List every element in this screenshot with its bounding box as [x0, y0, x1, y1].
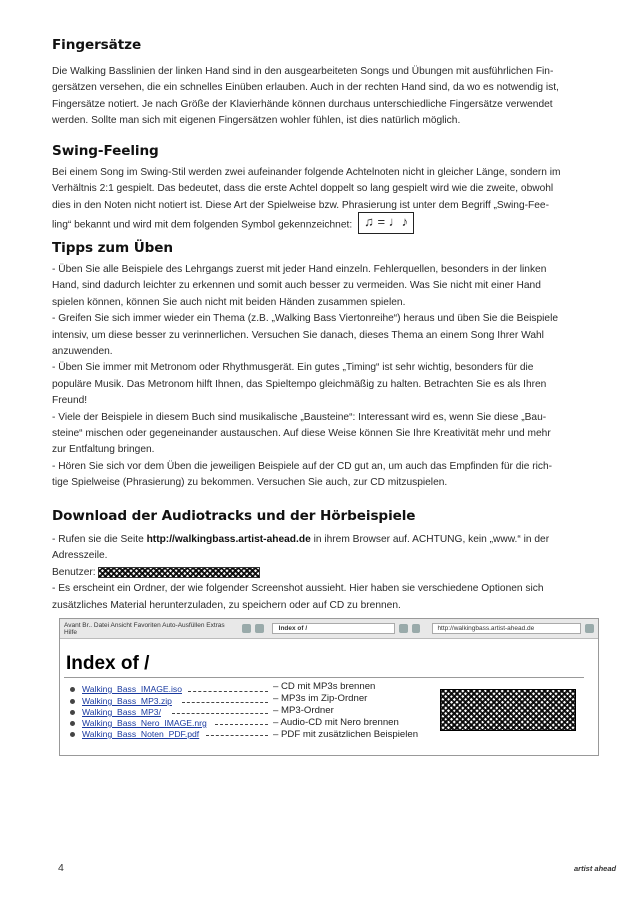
page-number: 4: [58, 862, 64, 874]
connector-line: [215, 724, 268, 725]
paragraph-line: dies in den Noten nicht notiert ist. Diese Art der Spielweise bzw. Phrasierung ist unter dem Begriff „Swing-Fee-: [52, 199, 549, 211]
file-description: – PDF mit zusätzlichen Beispielen: [273, 729, 419, 740]
swing-symbol-icon: ♫ = ♩♪: [358, 212, 414, 234]
paragraph-line: - Es erscheint ein Ordner, der wie folgender Screenshot aussieht. Hier haben sie verschiedene Optionen sich: [52, 583, 544, 595]
go-icon[interactable]: [585, 624, 594, 633]
nav-back-icon[interactable]: [242, 624, 251, 633]
connector-line: [206, 735, 268, 736]
browser-toolbar: [60, 619, 598, 639]
paragraph-line: Adresszeile.: [52, 550, 108, 562]
user-label: Benutzer:: [52, 566, 96, 578]
section-fingersaetze: [52, 37, 600, 130]
browser-menu[interactable]: Avant Br.. Datei Ansicht Favoriten Auto-Ausfüllen Extras Hilfe: [64, 621, 225, 636]
paragraph-line: anzuwenden.: [52, 346, 113, 358]
paragraph-line: - Üben Sie alle Beispiele des Lehrgangs zuerst mit jeder Hand einzeln. Fehlerquellen, besonders in der linken: [52, 264, 547, 275]
stop-icon[interactable]: [399, 624, 408, 633]
paragraph-line: Fingersätze notiert. Je nach Größe der Klavierhände können durchaus unterschiedliche Fingersätze verwendet: [52, 98, 553, 110]
file-link[interactable]: Walking_Bass_IMAGE.iso: [82, 684, 182, 694]
text-fragment: in ihrem Browser auf. ACHTUNG, kein „www.“ in der: [310, 534, 550, 545]
browser-screenshot: [59, 618, 599, 756]
paragraph-line: gersätzen versehen, die ein schnelles Einüben erlauben. Auch in der rechten Hand sind, da wo es notwendig ist,: [52, 82, 559, 94]
file-link[interactable]: Walking_Bass_MP3.zip: [82, 696, 172, 706]
paragraph-line: [52, 565, 600, 581]
paragraph-line: Hand, sind dadurch leichter zu erkennen und somit auch besser zu vermeiden. Was Sie nicht mit einer Hand: [52, 280, 541, 292]
file-description: – CD mit MP3s brennen: [273, 681, 376, 692]
address-bar[interactable]: http://walkingbass.artist-ahead.de: [432, 623, 581, 634]
file-description: – MP3s im Zip-Ordner: [273, 693, 368, 704]
file-link[interactable]: Walking_Bass_MP3/: [82, 707, 161, 717]
index-heading: Index of /: [66, 653, 150, 674]
paragraph-line: - Üben Sie immer mit Metronom oder Rhythmusgerät. Ein gutes „Timing“ ist sehr wichtig, besonders für die: [52, 362, 534, 374]
paragraph-line: - Hören Sie sich vor dem Üben die jeweiligen Beispiele auf der CD gut an, um auch das Empfinden für die rich-: [52, 460, 553, 472]
paragraph-line: werden. Sollte man sich mit eigenen Fingersätzen wohler fühlen, ist dies natürlich möglich.: [52, 115, 461, 127]
paragraph-line: intensiv, um diese besser zu verinnerlichen. Versuchen Sie danach, dieses Thema an einem Song Ihrer Wahl: [52, 329, 544, 341]
divider: [64, 677, 584, 678]
file-link[interactable]: Walking_Bass_Noten_PDF.pdf: [82, 729, 200, 739]
paragraph-line: zusätzliches Material herunterzuladen, zu speichern oder auf CD zu brennen.: [52, 599, 401, 611]
section-title: Swing-Feeling: [52, 143, 159, 159]
file-link[interactable]: Walking_Bass_Nero_IMAGE.nrg: [82, 718, 207, 728]
paragraph-line: zur Entfaltung bringen.: [52, 444, 155, 456]
text-fragment: - Rufen sie die Seite: [52, 534, 147, 545]
section-title: Tipps zum Üben: [52, 240, 173, 256]
paragraph-line: Freund!: [52, 395, 88, 407]
paragraph-line: - Greifen Sie sich immer wieder ein Thema (z.B. „Walking Bass Viertonreihe“) heraus und üben Sie die Beispiele: [52, 313, 559, 325]
connector-line: [172, 713, 268, 714]
connector-line: [182, 702, 268, 703]
section-swing-feeling: [52, 143, 600, 236]
section-tipps: [52, 240, 600, 492]
paragraph-line: [52, 214, 600, 236]
section-title: Fingersätze: [52, 37, 142, 53]
brand-logo: artist ahead: [574, 864, 617, 873]
paragraph-line: steine“ mischen oder gegeneinander austauschen. Auf diese Weise können Sie Ihre Kreativität mehr und mehr: [52, 428, 551, 440]
section-title: Download der Audiotracks und der Hörbeispiele: [52, 508, 416, 524]
paragraph-line: Bei einem Song im Swing-Stil werden zwei aufeinander folgende Achtelnoten nicht in gleicher Länge, sondern im: [52, 167, 561, 178]
paragraph-line: Die Walking Basslinien der linken Hand sind in den ausgearbeiteten Songs und Übungen mit ausführlichen Fin-: [52, 66, 554, 77]
paragraph-line: spielen können, können Sie auch nicht mit beiden Händen zusammen spielen.: [52, 296, 406, 308]
paragraph-line: populäre Musik. Das Metronom hilft Ihnen, das Spieltempo gleichmäßig zu halten. Betrachten Sie es als Ihren: [52, 378, 547, 390]
connector-line: [188, 691, 268, 692]
download-url-link[interactable]: http://walkingbass.artist-ahead.de: [146, 534, 311, 545]
section-download: [52, 508, 600, 614]
redacted-credentials: [98, 567, 260, 578]
paragraph-line: - Viele der Beispiele in diesem Buch sind musikalische „Bausteine“: Interessant wird es, wenn Sie diese „Bau-: [52, 411, 547, 423]
browser-tab[interactable]: Index of /: [272, 623, 395, 634]
paragraph-line: tige Spielweise (Phrasierung) zu bekommen. Versuchen Sie auch, zur CD mitzuspielen.: [52, 477, 448, 489]
paragraph-line: Verhältnis 2:1 gespielt. Das bedeutet, dass die erste Achtel doppelt so lang gespielt wird wie die zweite, obwohl: [52, 183, 554, 195]
paragraph-line: [52, 532, 600, 548]
file-description: – Audio-CD mit Nero brennen: [273, 717, 399, 728]
redacted-login-box: [440, 689, 576, 731]
nav-forward-icon[interactable]: [255, 624, 264, 633]
paragraph-line-text: ling“ bekannt und wird mit dem folgenden Symbol gekennzeichnet:: [52, 219, 353, 231]
file-description: – MP3-Ordner: [273, 705, 334, 716]
refresh-icon[interactable]: [412, 624, 421, 633]
